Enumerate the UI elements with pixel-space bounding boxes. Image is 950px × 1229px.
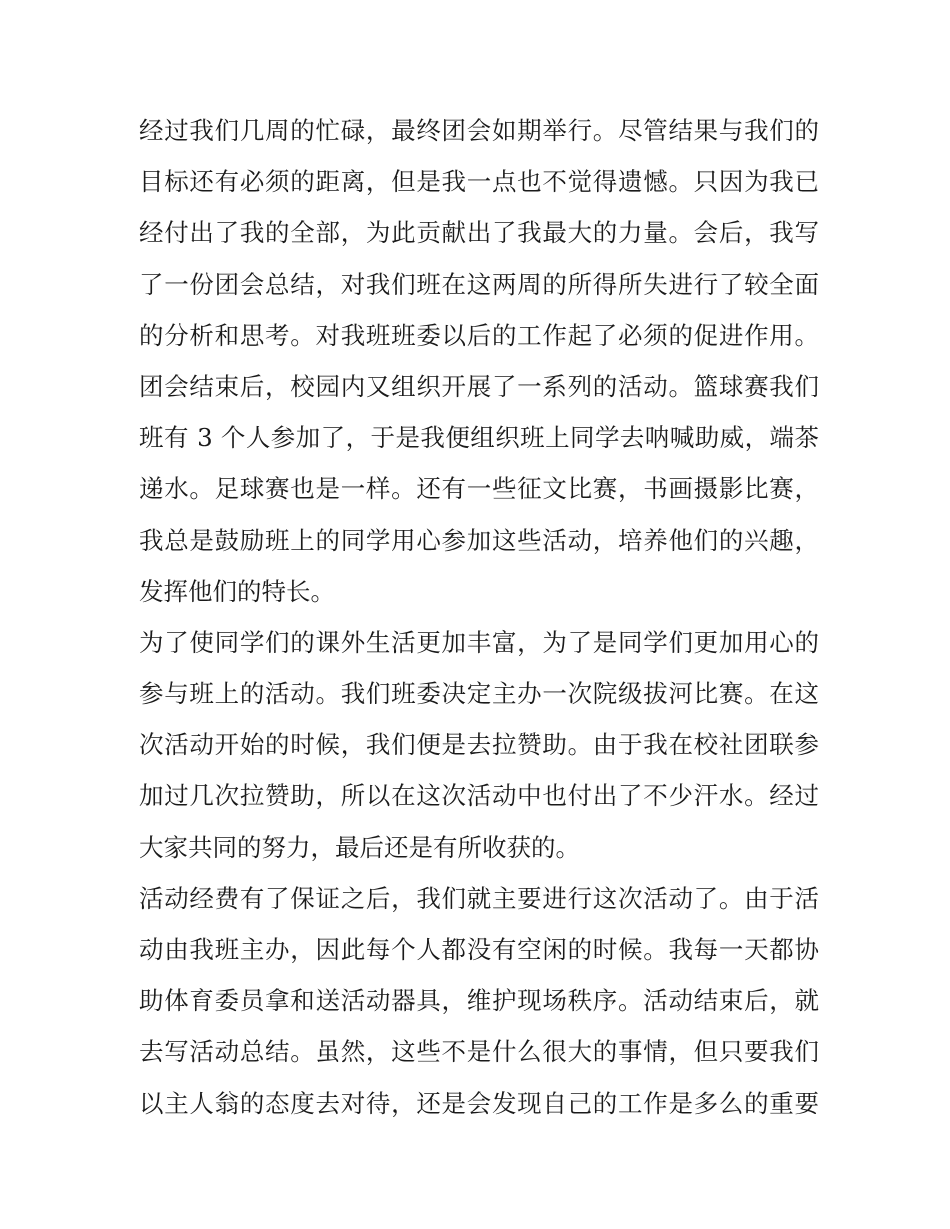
paragraph-4 xyxy=(139,873,819,1129)
text-line: 次活动开始的时候，我们便是去拉赞助。由于我在校社团联参 xyxy=(139,730,819,760)
text-line: 去写活动总结。虽然，这些不是什么很大的事情，但只要我们 xyxy=(139,1037,819,1067)
text-line: 的分析和思考。对我班班委以后的工作起了必须的促进作用。 xyxy=(139,320,819,350)
text-line: 发挥他们的特长。 xyxy=(139,576,335,606)
text-line: 以主人翁的态度去对待，还是会发现自己的工作是多么的重要 xyxy=(139,1088,819,1118)
text-line: 助体育委员拿和送活动器具，维护现场秩序。活动结束后，就 xyxy=(139,986,819,1016)
text-line: 团会结束后，校园内又组织开展了一系列的活动。篮球赛我们 xyxy=(139,371,819,401)
text-line: 我总是鼓励班上的同学用心参加这些活动，培养他们的兴趣， xyxy=(139,525,819,555)
paragraph-2 xyxy=(139,361,819,617)
text-line: 大家共同的努力，最后还是有所收获的。 xyxy=(139,832,580,862)
text-line: 动由我班主办，因此每个人都没有空闲的时候。我每一天都协 xyxy=(139,935,819,964)
paragraph-1 xyxy=(139,105,819,361)
text-line: 了一份团会总结，对我们班在这两周的所得所失进行了较全面 xyxy=(139,269,819,299)
text-line: 活动经费有了保证之后，我们就主要进行这次活动了。由于活 xyxy=(139,883,819,913)
paragraph-3 xyxy=(139,617,819,873)
text-line: 目标还有必须的距离，但是我一点也不觉得遗憾。只因为我已 xyxy=(139,167,819,197)
text-line: 加过几次拉赞助，所以在这次活动中也付出了不少汗水。经过 xyxy=(139,781,819,811)
text-line: 经付出了我的全部，为此贡献出了我最大的力量。会后，我写 xyxy=(139,218,819,248)
document-body xyxy=(139,105,819,1129)
text-line: 递水。足球赛也是一样。还有一些征文比赛，书画摄影比赛， xyxy=(139,474,819,504)
text-line: 班有 3 个人参加了，于是我便组织班上同学去呐喊助威，端茶 xyxy=(139,423,819,453)
text-line: 经过我们几周的忙碌，最终团会如期举行。尽管结果与我们的 xyxy=(139,116,819,145)
text-line: 为了使同学们的课外生活更加丰富，为了是同学们更加用心的 xyxy=(139,627,819,657)
text-line: 参与班上的活动。我们班委决定主办一次院级拔河比赛。在这 xyxy=(139,679,819,709)
